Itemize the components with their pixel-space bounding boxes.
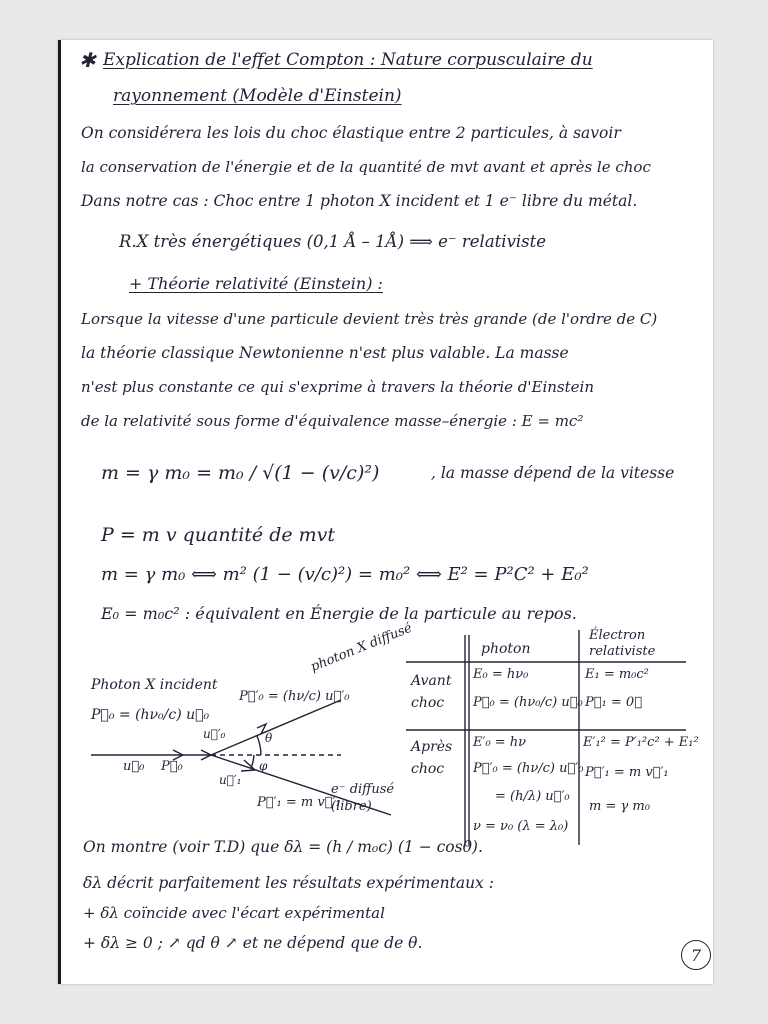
- scattered-electron-label: e⁻ diffusé (libre): [331, 782, 395, 814]
- table-row-after: Après choc: [411, 739, 453, 778]
- u1-prime-label: u⃗′₁: [219, 773, 242, 787]
- theory-heading: + Théorie relativité (Einstein) :: [129, 274, 383, 293]
- p0-prime-label: P⃗′₀ = (hν/c) u⃗′₀: [239, 689, 350, 704]
- notebook-page: [58, 40, 713, 984]
- phi-arc: [251, 755, 254, 768]
- after-photon-energy: E′₀ = hν: [473, 735, 527, 750]
- table-col-electron: Électron relativiste: [589, 628, 656, 660]
- theory-line-1: Lorsque la vitesse d'une particule devient très très grande (de l'ordre de C): [81, 310, 658, 328]
- after-electron-momentum: P⃗′₁ = m v⃗′₁: [585, 765, 669, 780]
- star-bullet: ✱: [79, 48, 96, 72]
- conclusion-line-2: δλ décrit parfaitement les résultats expérimentaux :: [83, 874, 494, 892]
- incident-photon-label: Photon X incident: [91, 677, 218, 693]
- after-photon-wavelength: = (h/λ) u⃗′₀: [495, 789, 570, 804]
- energy-equation: m = γ m₀ ⟺ m² (1 − (v/c)²) = m₀² ⟺ E² = P²C² + E₀²: [101, 564, 589, 585]
- u0-prime-label: u⃗′₀: [203, 727, 226, 741]
- conclusion-line-3: + δλ coïncide avec l'écart expérimental: [83, 904, 385, 922]
- scattered-photon-line: [211, 700, 341, 755]
- conclusion-line-1: On montre (voir T.D) que δλ = (h / m₀c) (1 − cosθ).: [83, 838, 483, 856]
- intro-line-4: R.X très énergétiques (0,1 Å – 1Å) ⟹ e⁻ relativiste: [119, 232, 547, 251]
- theory-line-2: la théorie classique Newtonienne n'est plus valable. La masse: [81, 344, 569, 362]
- intro-line-2: la conservation de l'énergie et de la quantité de mvt avant et après le choc: [81, 158, 651, 176]
- scattered-photon-label: photon X diffusé: [308, 620, 415, 675]
- mass-equation: m = γ m₀ = m₀ / √(1 − (v/c)²): [101, 462, 380, 484]
- table-col-photon: photon: [481, 641, 531, 657]
- before-photon-momentum: P⃗₀ = (hν₀/c) u⃗₀: [473, 695, 583, 710]
- phi-label: φ: [259, 759, 268, 773]
- table-row-before: Avant choc: [411, 673, 452, 712]
- title-line-1: Explication de l'effet Compton : Nature corpusculaire du: [103, 50, 593, 70]
- p0-label: P⃗₀ = (hν₀/c) u⃗₀: [91, 707, 210, 723]
- p0-short-label: P⃗₀: [161, 759, 183, 774]
- theory-line-4: de la relativité sous forme d'équivalence masse–énergie : E = mc²: [81, 412, 584, 430]
- theta-label: θ: [265, 731, 273, 745]
- rest-energy-equation: E₀ = m₀c² : équivalent en Énergie de la particule au repos.: [101, 604, 577, 623]
- before-electron-energy: E₁ = m₀c²: [585, 667, 649, 682]
- title-line-2: rayonnement (Modèle d'Einstein): [113, 86, 402, 106]
- u0-label: u⃗₀: [123, 759, 145, 774]
- intro-line-3: Dans notre cas : Choc entre 1 photon X incident et 1 e⁻ libre du métal.: [81, 192, 638, 210]
- theta-arc: [257, 736, 261, 755]
- theory-line-3: n'est plus constante ce qui s'exprime à travers la théorie d'Einstein: [81, 378, 594, 396]
- mass-note: , la masse dépend de la vitesse: [431, 464, 675, 482]
- after-electron-energy: E′₁² = P′₁²c² + E₁²: [583, 735, 699, 750]
- intro-line-1: On considérera les lois du choc élastique entre 2 particules, à savoir: [81, 124, 621, 142]
- after-electron-mass: m = γ m₀: [589, 799, 650, 814]
- after-photon-frequency: ν = ν₀ (λ = λ₀): [473, 819, 569, 834]
- p1-prime-label: P⃗′₁ = m v⃗′₁: [257, 795, 341, 810]
- before-photon-energy: E₀ = hν₀: [473, 667, 529, 682]
- momentum-equation: P = m v quantité de mvt: [101, 524, 336, 546]
- after-photon-momentum: P⃗′₀ = (hν/c) u⃗′₀: [473, 761, 584, 776]
- page-number: 7: [681, 940, 711, 970]
- before-electron-momentum: P⃗₁ = 0⃗: [585, 695, 642, 710]
- conclusion-line-4: + δλ ≥ 0 ; ↗ qd θ ↗ et ne dépend que de θ.: [83, 934, 423, 952]
